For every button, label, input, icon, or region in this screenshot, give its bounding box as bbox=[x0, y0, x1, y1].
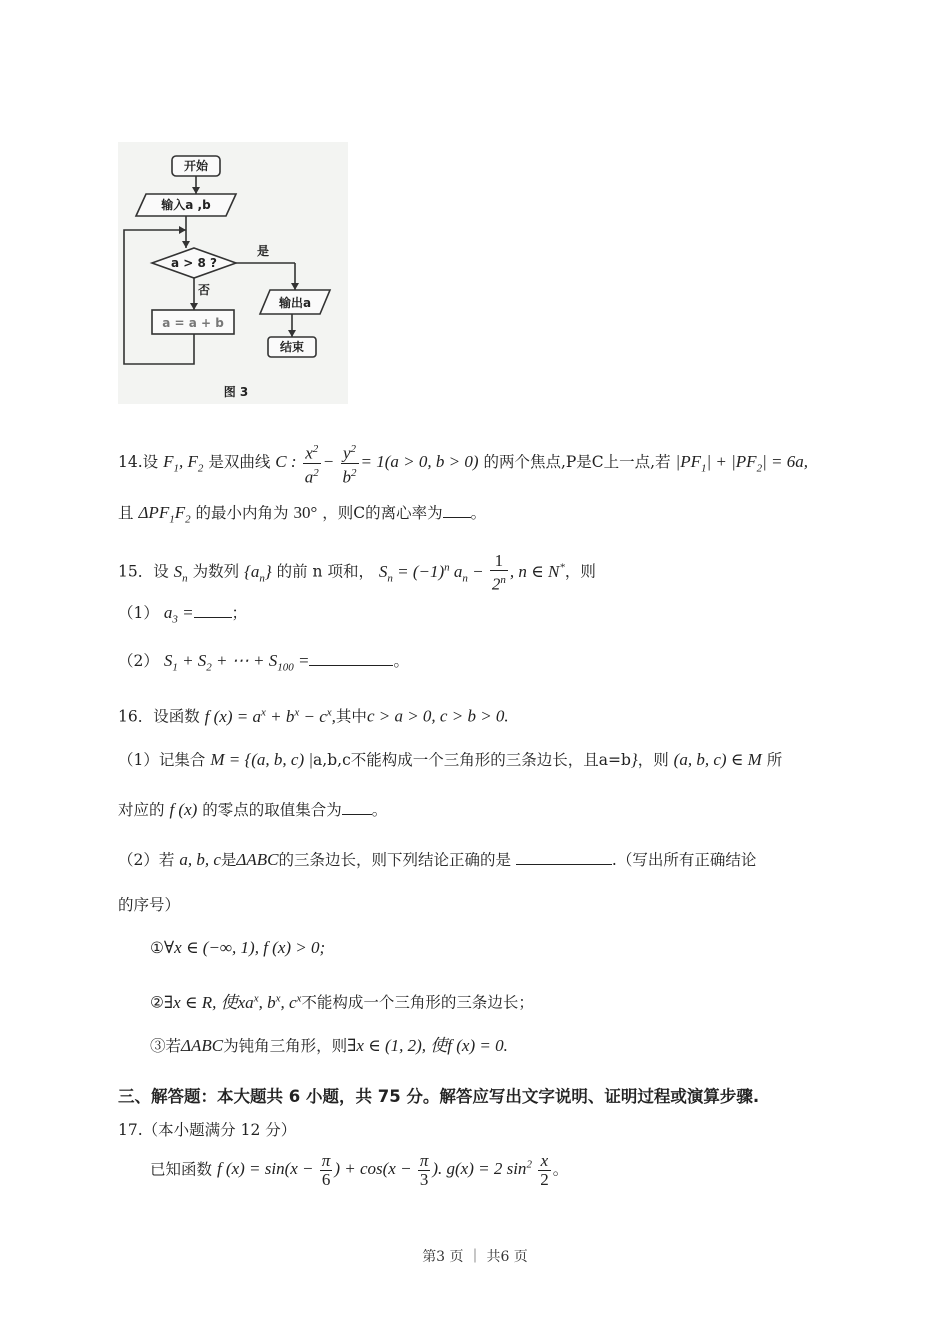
q14-text2: 的两个焦点,P是C上一点,若 bbox=[483, 453, 671, 472]
q16-option3-label: ③若 bbox=[150, 1037, 182, 1055]
q16-line1 bbox=[118, 702, 509, 727]
flowchart-output-label: 输出a bbox=[278, 296, 312, 310]
q15-sub2-expr: $S_1 + S_2$ + ⋯ + $S_{100}$ = bbox=[163, 651, 310, 674]
q15-sequence: $\{a_n\}$ bbox=[244, 561, 272, 585]
q15-sub2-label: （2） bbox=[118, 652, 159, 670]
q14-text6: 。 bbox=[470, 504, 487, 522]
q16-condition: c > a > 0, c > b > 0. bbox=[366, 706, 509, 726]
q16-sides: a, b, c bbox=[179, 850, 221, 869]
q15-sub2-end: 。 bbox=[393, 652, 409, 670]
q17-line1 bbox=[150, 1152, 568, 1189]
q14-line1 bbox=[118, 440, 808, 486]
section3-heading: 三、解答题：本大题共 6 小题，共 75 分。解答应写出文字说明、证明过程或演算步骤. bbox=[118, 1087, 760, 1106]
q16-set-close: } bbox=[630, 750, 638, 769]
q17-text1: 已知函数 bbox=[150, 1160, 213, 1179]
q16-sub1-text2: ，则 bbox=[637, 751, 669, 769]
flowchart-condition-label: a > 8 ? bbox=[171, 256, 217, 270]
q16-sub1-end: 。 bbox=[371, 801, 388, 819]
q16-text1: 其中 bbox=[335, 707, 367, 726]
q16-sub2-text3: .（写出所有正确结论 bbox=[611, 851, 757, 869]
q15-text2: 的前 n 项和， bbox=[276, 562, 374, 581]
q16-set-condition: a,b,c不能构成一个三角形的三条边长，且a=b bbox=[313, 751, 631, 769]
q16-option3-text: 为钝角三角形，则 bbox=[223, 1037, 348, 1055]
q16-sub2-text1: 是 bbox=[220, 851, 237, 869]
q14-hyperbola: C : $\frac{x^2}{a^2}$ − $\frac{y^2}{b^2}$ = 1(a > 0, b > 0) bbox=[275, 452, 478, 471]
flowchart-end-label: 结束 bbox=[279, 340, 305, 354]
q16-sub2-blank bbox=[516, 850, 612, 865]
q14-text4: 的最小内角为 bbox=[195, 504, 289, 522]
q16-option3 bbox=[150, 1036, 508, 1056]
q15-sub1-label: （1） bbox=[118, 604, 159, 622]
q15-label: 15．设 bbox=[118, 562, 169, 581]
q15-formula: $S_n = (-1)^n$ $a_n$ − $\frac{1}{2^n}$ , n ∈ N* bbox=[378, 551, 565, 594]
q16-option2-label: ② bbox=[150, 993, 164, 1012]
flowchart-start-label: 开始 bbox=[183, 159, 209, 173]
q17-formula: f (x) = sin(x − $\frac{\pi}{6}$ ) + cos(x − $\frac{\pi}{3}$ ). g(x) = 2 $\sin^2$ $\frac{x}{2}$ bbox=[216, 1151, 549, 1189]
q14-text5: ，则C的离心率为 bbox=[322, 504, 443, 522]
q16-sub2-line1 bbox=[118, 850, 756, 870]
q14-text1: 是双曲线 bbox=[208, 453, 271, 472]
q14-label: 14.设 bbox=[118, 453, 159, 472]
q16-set-expr: M = {(a, b, c) | bbox=[210, 750, 314, 769]
q16-option1-expr: ∀x ∈ (−∞, 1), f (x) > 0; bbox=[163, 938, 326, 957]
q15-sub2 bbox=[118, 651, 409, 677]
q16-option1-label: ① bbox=[150, 939, 164, 957]
q16-sub1-label: （1）记集合 bbox=[118, 751, 206, 769]
q16-option3-expr: ∃x ∈ (1, 2), 使f (x) = 0. bbox=[347, 1036, 508, 1055]
q16-option2-expr: ∃x ∈ R, 使$xa^x$, $b^x$, $c^x$ bbox=[163, 992, 302, 1012]
q14-line2 bbox=[118, 503, 486, 529]
q16-sub1-text5: 的零点的取值集合为 bbox=[202, 801, 342, 819]
q16-sub1-text4: 对应的 bbox=[118, 801, 165, 819]
flowchart-yes-label: 是 bbox=[256, 244, 270, 258]
q14-angle: 30° bbox=[293, 503, 318, 522]
q15-sn: $S_n$ bbox=[173, 561, 188, 585]
q17-end: 。 bbox=[552, 1160, 569, 1179]
q15-text1: 为数列 bbox=[192, 562, 240, 581]
q16-sub1-blank bbox=[342, 800, 372, 815]
flowchart-process-label: a = a + b bbox=[162, 316, 224, 330]
q15-sub2-blank bbox=[309, 651, 393, 666]
q16-label: 16．设函数 bbox=[118, 707, 200, 726]
q15-sub1-expr: $a_3$ = bbox=[163, 603, 194, 626]
q15-text3: ，则 bbox=[564, 562, 596, 581]
q16-sub2-label: （2）若 bbox=[118, 851, 175, 869]
q14-text3: 且 bbox=[118, 504, 134, 522]
q15-sub1-blank bbox=[194, 603, 232, 618]
q16-fx: f (x) bbox=[169, 800, 198, 819]
q16-option1 bbox=[150, 938, 325, 958]
flowchart-caption: 图 3 bbox=[223, 385, 249, 399]
q16-triangle-abc: ΔABC bbox=[236, 850, 279, 869]
q17-label: 17.（本小题满分 12 分） bbox=[118, 1121, 297, 1139]
q16-sub1-line1 bbox=[118, 750, 782, 770]
q15-sub1 bbox=[118, 603, 247, 629]
q16-sub1-line2 bbox=[118, 800, 387, 820]
q16-option3-triangle: ΔABC bbox=[181, 1036, 224, 1055]
q14-foci: $F_1$, $F_2$ bbox=[163, 452, 204, 475]
q16-function: f $(x) = a^x + b^x - c^x$, bbox=[204, 706, 336, 726]
flowchart-no-label: 否 bbox=[197, 283, 211, 297]
q14-triangle: $\Delta PF_1F_2$ bbox=[138, 503, 191, 526]
q16-option2-text: 不能构成一个三角形的三条边长； bbox=[301, 993, 534, 1012]
q14-condition: $|PF_1| + |PF_2| = 6a$, bbox=[675, 452, 808, 475]
q15-sub1-end: ； bbox=[231, 604, 248, 622]
q16-sub2-text2: 的三条边长，则下列结论正确的是 bbox=[278, 851, 511, 869]
q14-answer-blank bbox=[443, 503, 471, 518]
q15-line1 bbox=[118, 552, 596, 594]
flowchart-figure bbox=[118, 142, 348, 404]
q16-sub2-text4: 的序号） bbox=[118, 896, 181, 914]
q16-membership: (a, b, c) ∈ M bbox=[673, 750, 762, 769]
q16-sub1-text3: 所 bbox=[766, 751, 783, 769]
q16-sub2-line2 bbox=[118, 895, 180, 915]
flowchart-input-label: 输入a ,b bbox=[161, 198, 211, 212]
page-footer: 第3 页 ｜ 共6 页 bbox=[422, 1249, 528, 1265]
q16-option2 bbox=[150, 988, 534, 1013]
